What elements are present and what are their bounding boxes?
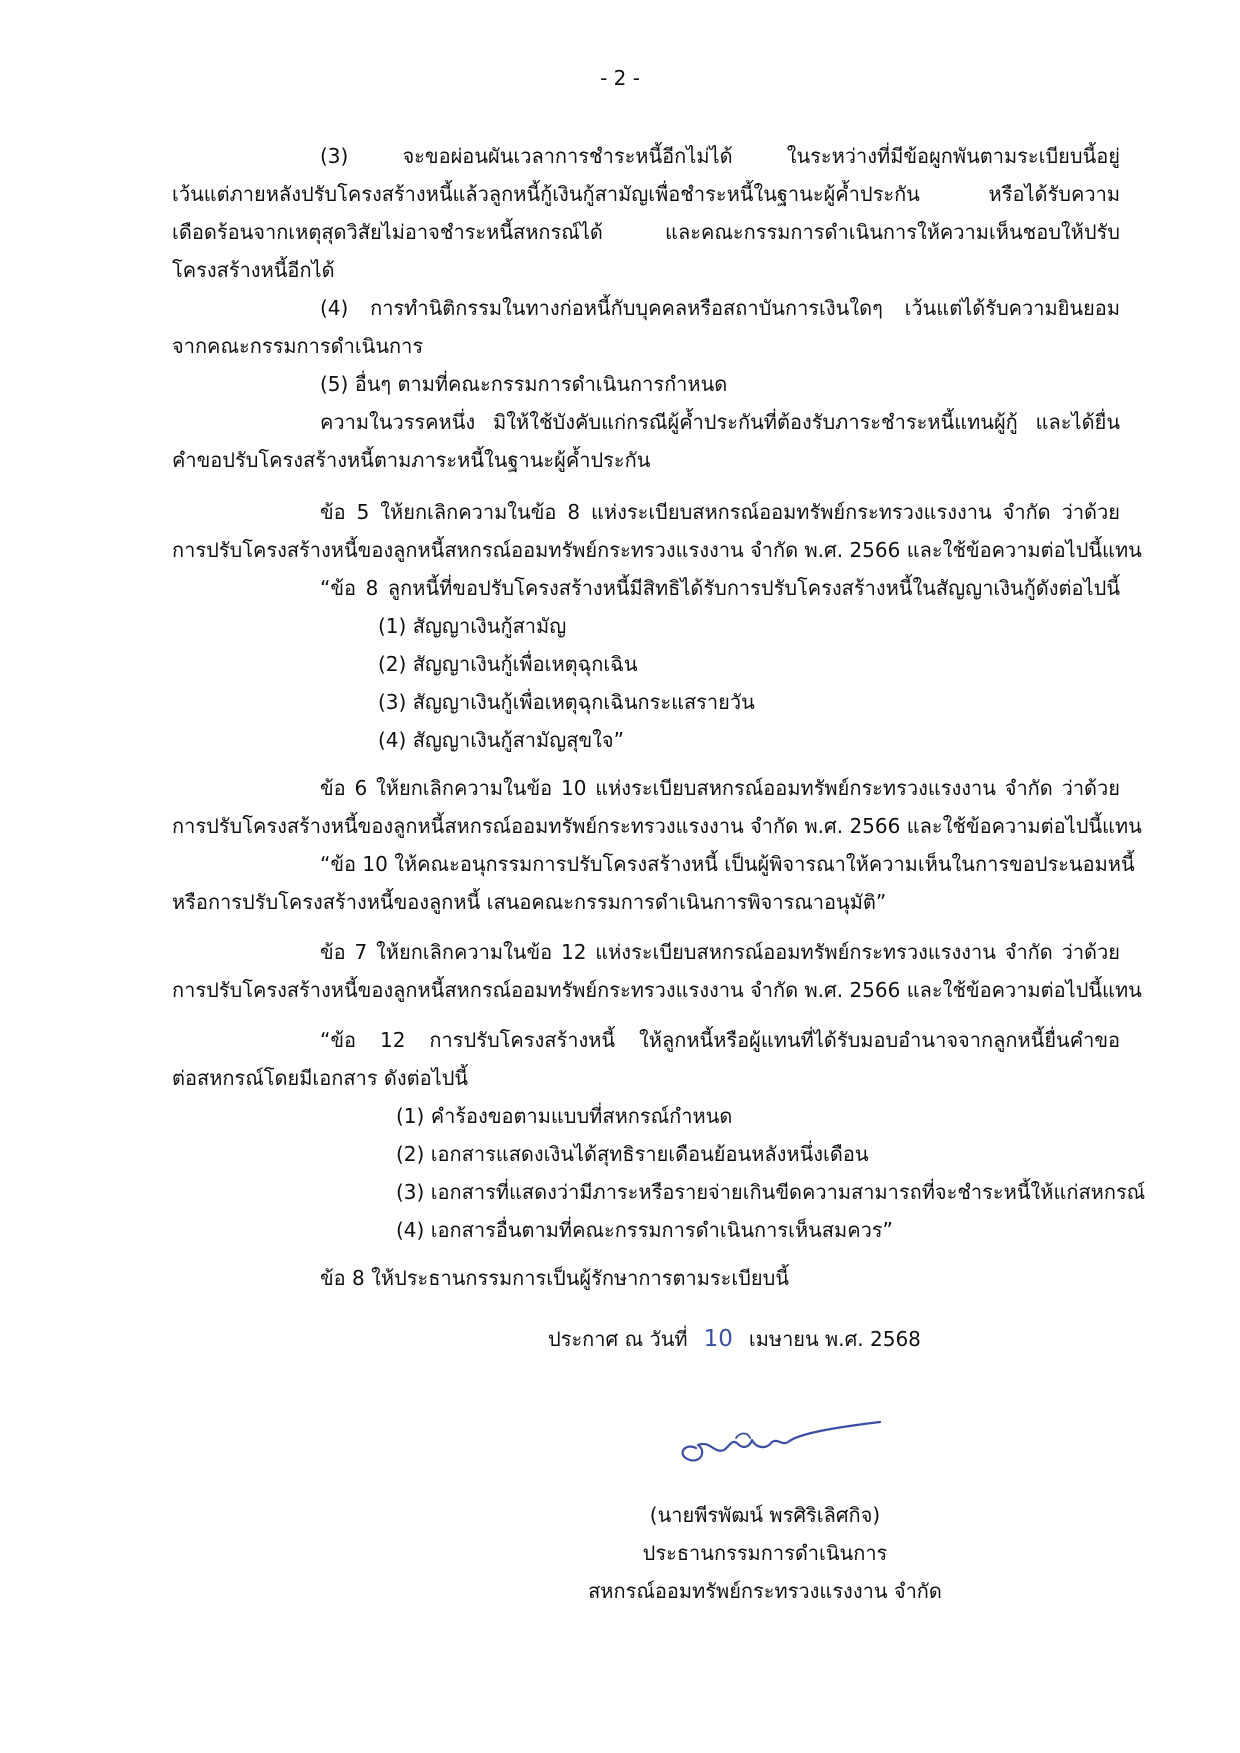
list-item: (4) เอกสารอื่นตามที่คณะกรรมการดำเนินการเห็นสมควร” bbox=[396, 1218, 893, 1242]
text-line: “ข้อ 10 ให้คณะอนุกรรมการปรับโครงสร้างหนี้ เป็นผู้พิจารณาให้ความเห็นในการขอประนอมหนี้ bbox=[320, 852, 1135, 876]
clause-7-line: ข้อ 7 ให้ยกเลิกความในข้อ 12 แห่งระเบียบสหกรณ์ออมทรัพย์กระทรวงแรงงาน จำกัด ว่าด้วย bbox=[320, 940, 1120, 964]
text-line: “ข้อ 12 การปรับโครงสร้างหนี้ ให้ลูกหนี้หรือผู้แทนที่ได้รับมอบอำนาจจากลูกหนี้ยื่นคำขอ bbox=[320, 1028, 1120, 1052]
announcement-day: 10 bbox=[703, 1326, 733, 1352]
text-line: หรือการปรับโครงสร้างหนี้ของลูกหนี้ เสนอคณะกรรมการดำเนินการพิจารณาอนุมัติ” bbox=[172, 890, 887, 914]
clause-5-line: ข้อ 5 ให้ยกเลิกความในข้อ 8 แห่งระเบียบสหกรณ์ออมทรัพย์กระทรวงแรงงาน จำกัด ว่าด้วย bbox=[320, 500, 1120, 524]
text-line: การปรับโครงสร้างหนี้ของลูกหนี้สหกรณ์ออมทรัพย์กระทรวงแรงงาน จำกัด พ.ศ. 2566 และใช้ข้อความต่อไปนี้แทน bbox=[172, 814, 1142, 838]
text-line: (5) อื่นๆ ตามที่คณะกรรมการดำเนินการกำหนด bbox=[320, 372, 728, 396]
list-item: (1) คำร้องขอตามแบบที่สหกรณ์กำหนด bbox=[396, 1104, 733, 1128]
list-item: (3) สัญญาเงินกู้เพื่อเหตุฉุกเฉินกระแสรายวัน bbox=[378, 690, 755, 714]
text-line: ความในวรรคหนึ่ง มิให้ใช้บังคับแก่กรณีผู้ค้ำประกันที่ต้องรับภาระชำระหนี้แทนผู้กู้ และได้ยื่น bbox=[320, 410, 1120, 434]
list-item: (4) สัญญาเงินกู้สามัญสุขใจ” bbox=[378, 728, 624, 752]
signatory-name: (นายพีรพัฒน์ พรศิริเลิศกิจ) bbox=[649, 1503, 881, 1527]
signatory-organization: สหกรณ์ออมทรัพย์กระทรวงแรงงาน จำกัด bbox=[588, 1579, 942, 1603]
clause-8-line: ข้อ 8 ให้ประธานกรรมการเป็นผู้รักษาการตามระเบียบนี้ bbox=[320, 1266, 789, 1290]
list-item: (1) สัญญาเงินกู้สามัญ bbox=[378, 614, 567, 638]
list-item: (2) เอกสารแสดงเงินได้สุทธิรายเดือนย้อนหลังหนึ่งเดือน bbox=[396, 1142, 869, 1166]
text-line: (3) จะขอผ่อนผันเวลาการชำระหนี้อีกไม่ได้ ในระหว่างที่มีข้อผูกพันตามระเบียบนี้อยู่ bbox=[320, 144, 1120, 168]
text-line: จากคณะกรรมการดำเนินการ bbox=[172, 334, 424, 358]
text-line: การปรับโครงสร้างหนี้ของลูกหนี้สหกรณ์ออมทรัพย์กระทรวงแรงงาน จำกัด พ.ศ. 2566 และใช้ข้อความต่อไปนี้แทน bbox=[172, 978, 1142, 1002]
text-line: “ข้อ 8 ลูกหนี้ที่ขอปรับโครงสร้างหนี้มีสิทธิได้รับการปรับโครงสร้างหนี้ในสัญญาเงินกู้ดังต่อไปนี้ bbox=[320, 576, 1120, 600]
text-line: ต่อสหกรณ์โดยมีเอกสาร ดังต่อไปนี้ bbox=[172, 1066, 469, 1090]
text-line: คำขอปรับโครงสร้างหนี้ตามภาระหนี้ในฐานะผู้ค้ำประกัน bbox=[172, 448, 651, 472]
text-line: (4) การทำนิติกรรมในทางก่อหนี้กับบุคคลหรือสถาบันการเงินใดๆ เว้นแต่ได้รับความยินยอม bbox=[320, 296, 1120, 320]
clause-6-line: ข้อ 6 ให้ยกเลิกความในข้อ 10 แห่งระเบียบสหกรณ์ออมทรัพย์กระทรวงแรงงาน จำกัด ว่าด้วย bbox=[320, 776, 1120, 800]
text-line: เว้นแต่ภายหลังปรับโครงสร้างหนี้แล้วลูกหนี้กู้เงินกู้สามัญเพื่อชำระหนี้ในฐานะผู้ค้ำประกัน หรือได้รับความ bbox=[172, 182, 1120, 206]
announcement-prefix: ประกาศ ณ วันที่ bbox=[548, 1327, 688, 1351]
list-item: (2) สัญญาเงินกู้เพื่อเหตุฉุกเฉิน bbox=[378, 652, 638, 676]
page-number: - 2 - bbox=[600, 66, 640, 90]
text-line: เดือดร้อนจากเหตุสุดวิสัยไม่อาจชำระหนี้สหกรณ์ได้ และคณะกรรมการดำเนินการให้ความเห็นชอบให้ปรับ bbox=[172, 220, 1120, 244]
announcement-date bbox=[548, 1322, 921, 1356]
signatory-position: ประธานกรรมการดำเนินการ bbox=[642, 1541, 888, 1565]
announcement-month-year: เมษายน พ.ศ. 2568 bbox=[748, 1327, 921, 1351]
list-item: (3) เอกสารที่แสดงว่ามีภาระหรือรายจ่ายเกินขีดความสามารถที่จะชำระหนี้ให้แก่สหกรณ์ bbox=[396, 1180, 1146, 1204]
signature-image bbox=[640, 1408, 890, 1472]
text-line: โครงสร้างหนี้อีกได้ bbox=[172, 258, 335, 282]
text-line: การปรับโครงสร้างหนี้ของลูกหนี้สหกรณ์ออมทรัพย์กระทรวงแรงงาน จำกัด พ.ศ. 2566 และใช้ข้อความต่อไปนี้แทน bbox=[172, 538, 1142, 562]
